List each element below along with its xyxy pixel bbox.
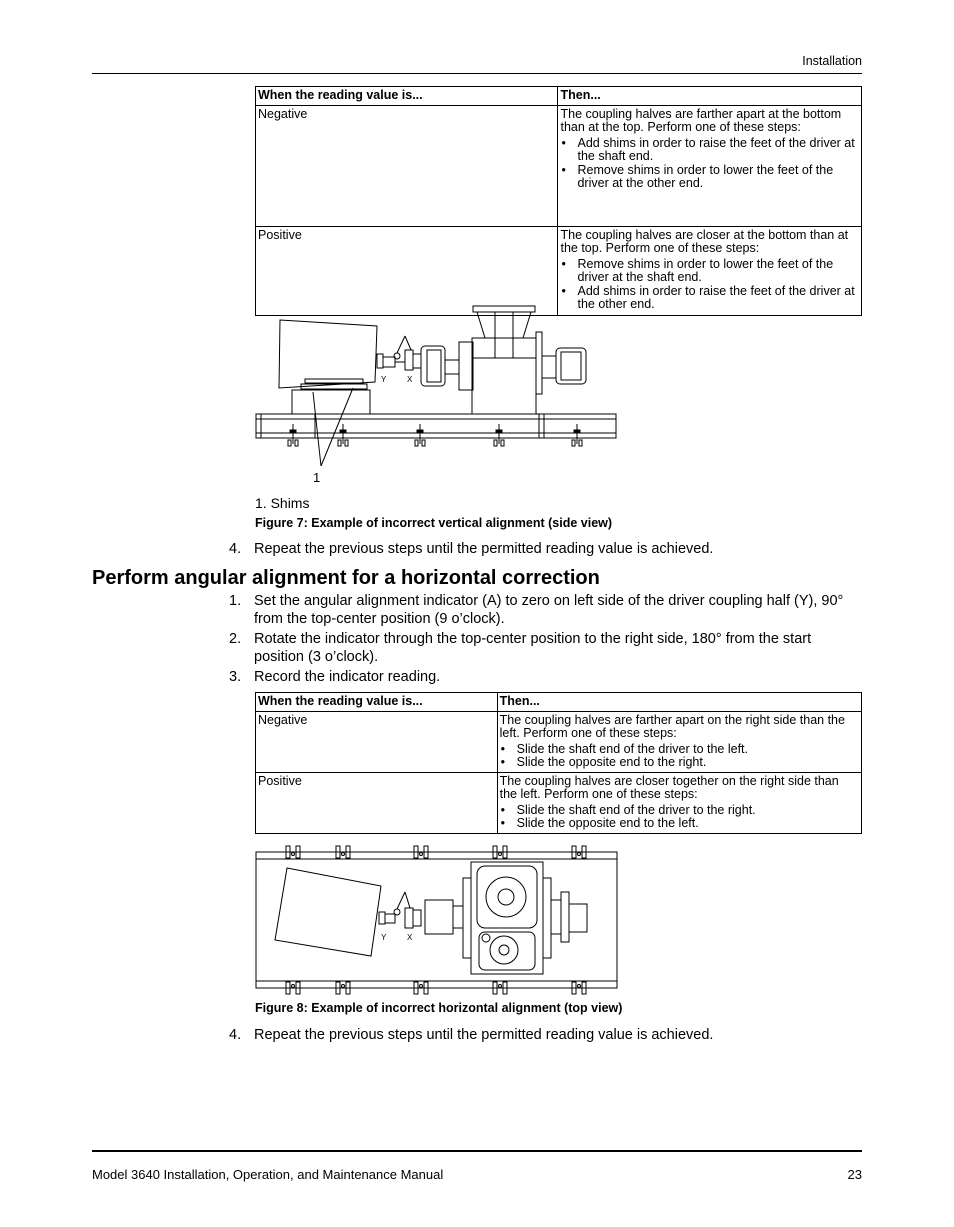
- bearing-housing: [425, 900, 453, 934]
- action-intro: The coupling halves are farther apart on the right side than the left. Perform one of these steps:: [499, 712, 845, 740]
- footer-manual-title: Model 3640 Installation, Operation, and Maintenance Manual: [92, 1167, 444, 1182]
- coupling-half-y: [405, 350, 413, 370]
- action-list: [560, 137, 859, 191]
- table-row: [256, 772, 862, 833]
- step-item: [229, 1026, 849, 1044]
- header-section-label: Installation: [802, 54, 862, 68]
- figure-8-top-view-diagram: [255, 842, 619, 998]
- list-item: • Slide the opposite end to the left.: [500, 817, 859, 831]
- callout-leader: [313, 392, 321, 466]
- step-number: 4.: [229, 541, 242, 557]
- reading-table-vertical: [255, 86, 862, 316]
- motor-driver: [275, 868, 381, 956]
- table-header-reading: When the reading value is...: [256, 693, 498, 712]
- suction-nozzle: [490, 936, 518, 964]
- dial-indicator: [394, 909, 400, 915]
- label-x: X: [407, 375, 413, 384]
- list-item: • Add shims in order to raise the feet of the driver at the other end.: [560, 285, 859, 312]
- figure-7-caption: Figure 7: Example of incorrect vertical alignment (side view): [255, 516, 613, 530]
- action-list: [500, 804, 859, 831]
- coupling-half-y: [405, 908, 413, 928]
- driver-support-block: [292, 390, 370, 414]
- reading-value-cell: Negative: [256, 105, 558, 226]
- step-text: Record the indicator reading.: [254, 669, 441, 685]
- shim: [305, 379, 363, 383]
- list-item: • Remove shims in order to lower the feet of the driver at the other end.: [560, 164, 859, 191]
- pump-casing: [472, 338, 536, 414]
- page-number: 23: [847, 1167, 862, 1182]
- reading-value-cell: Negative: [256, 711, 498, 772]
- list-item: • Slide the shaft end of the driver to the left.: [500, 743, 859, 757]
- dial-indicator: [394, 353, 400, 359]
- action-intro: The coupling halves are closer at the bottom than at the top. Perform one of these steps:: [560, 227, 849, 255]
- action-intro: The coupling halves are closer together on the right side than the left. Perform one of these steps:: [499, 773, 839, 801]
- table-row: [256, 105, 862, 226]
- label-y: Y: [381, 933, 387, 942]
- step-item: [229, 592, 849, 628]
- callout-leader: [321, 388, 353, 466]
- list-item: • Add shims in order to raise the feet of the driver at the shaft end.: [560, 137, 859, 164]
- discharge-nozzle: [477, 312, 531, 338]
- section-heading: Perform angular alignment for a horizontal correction: [92, 567, 600, 589]
- table-header-then: Then...: [497, 693, 861, 712]
- action-intro: The coupling halves are farther apart at the bottom than at the top. Perform one of these steps:: [560, 106, 842, 134]
- coupling-half-x: [413, 354, 421, 368]
- table-header-reading: When the reading value is...: [256, 87, 558, 106]
- step-item: [229, 540, 849, 558]
- action-cell: [558, 105, 862, 226]
- table-row: [256, 711, 862, 772]
- outboard-bearing: [569, 904, 587, 932]
- action-cell: [497, 772, 861, 833]
- label-x: X: [407, 933, 413, 942]
- discharge-nozzle: [486, 877, 526, 917]
- list-item: • Remove shims in order to lower the feet of the driver at the shaft end.: [560, 258, 859, 285]
- table-header-row: [256, 693, 862, 712]
- callout-1: 1: [313, 470, 321, 485]
- step-item: [229, 668, 849, 686]
- action-cell: [497, 711, 861, 772]
- table-header-then: Then...: [558, 87, 862, 106]
- suction-flange: [561, 892, 569, 942]
- figure-7-legend: 1. Shims: [255, 495, 310, 511]
- coupling-half-x: [413, 910, 421, 926]
- label-y: Y: [381, 375, 387, 384]
- pump-casing: [471, 862, 543, 974]
- figure-7-side-view-diagram: [255, 302, 617, 488]
- reading-table-horizontal: [255, 692, 862, 834]
- step-text: Rotate the indicator through the top-center position to the right side, 180° from the start position (3 o’clock).: [254, 631, 812, 665]
- step-text: Repeat the previous steps until the permitted reading value is achieved.: [254, 1027, 714, 1043]
- step-item: [229, 630, 849, 666]
- step-number: 3.: [229, 669, 242, 685]
- header-rule: [92, 73, 862, 74]
- step-number: 1.: [229, 593, 242, 609]
- table-header-row: [256, 87, 862, 106]
- list-item: • Slide the shaft end of the driver to the right.: [500, 804, 859, 818]
- list-item: • Slide the opposite end to the right.: [500, 756, 859, 770]
- step-text: Set the angular alignment indicator (A) to zero on left side of the driver coupling half (Y), 90° from the top-center position (9 o’clock).: [254, 593, 844, 627]
- anchor-bolts: [288, 424, 582, 446]
- suction-flange: [536, 332, 542, 394]
- motor-driver: [279, 320, 377, 388]
- action-list: [500, 743, 859, 770]
- reading-value-cell: Positive: [256, 772, 498, 833]
- reading-value-cell: Positive: [256, 226, 558, 315]
- figure-8-caption: Figure 8: Example of incorrect horizontal alignment (top view): [255, 1001, 623, 1015]
- step-number: 2.: [229, 631, 242, 647]
- base-rail: [256, 414, 616, 438]
- step-number: 4.: [229, 1027, 242, 1043]
- step-text: Repeat the previous steps until the permitted reading value is achieved.: [254, 541, 714, 557]
- footer-rule: [92, 1150, 862, 1152]
